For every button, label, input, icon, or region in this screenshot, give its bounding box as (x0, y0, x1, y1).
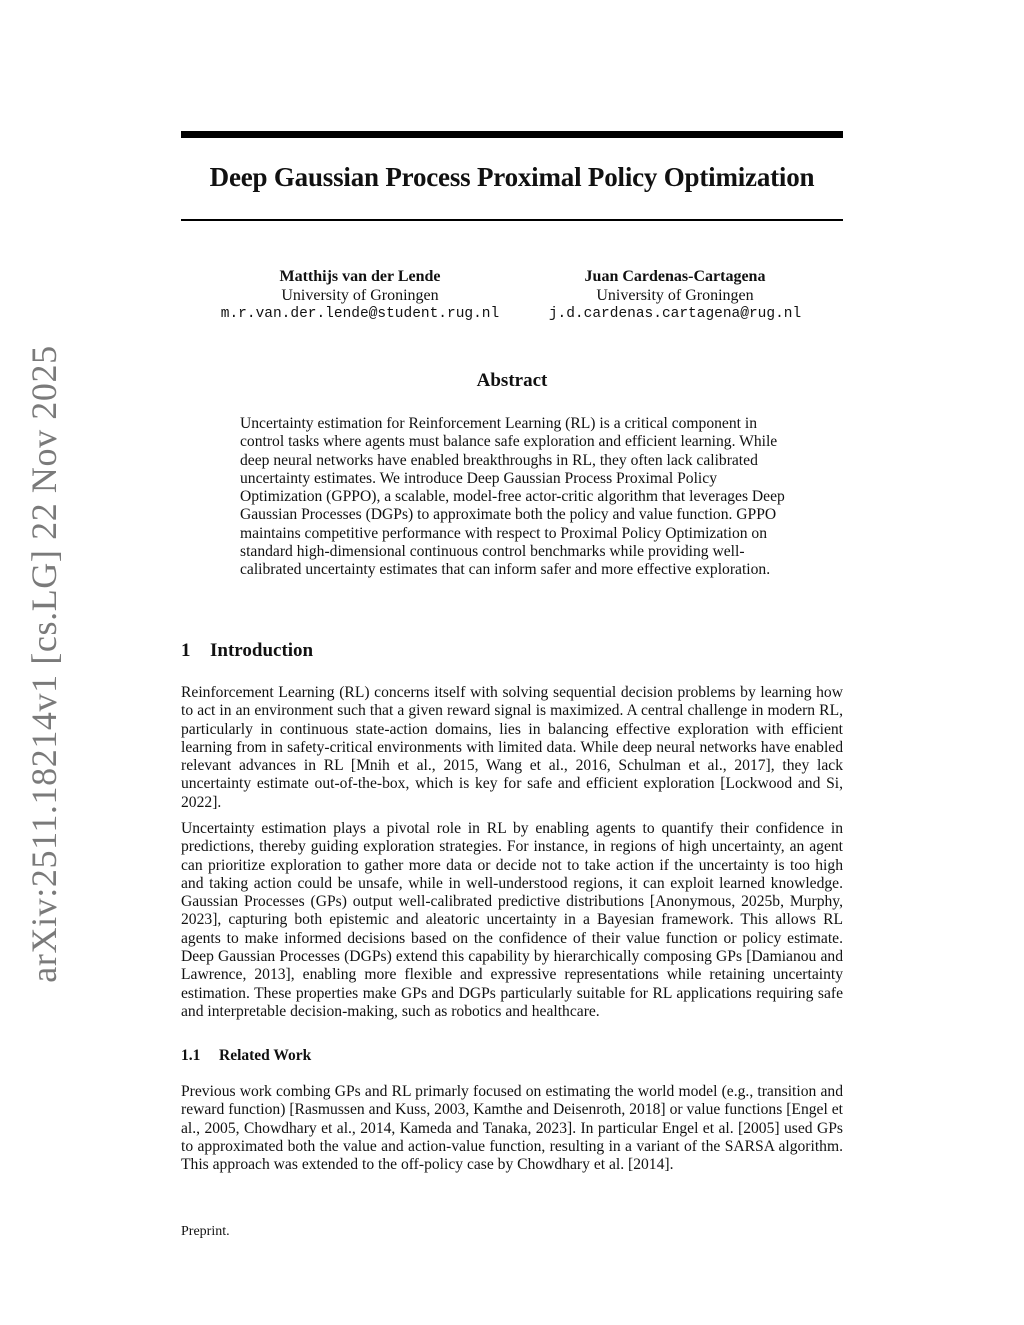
intro-paragraph-2: Uncertainty estimation plays a pivotal role in RL by enabling agents to quantify their confidence in predictions, thereby guiding exploration strategies. For instance, in regions of high uncertainty, an agent can prioritize exploration to gather more data or decide not to take action if the uncertainty is too high and taking action could be unsafe, while in well-understood regions, it can exploit learned knowledge. Gaussian Processes (GPs) output well-calibrated predictive distributions [Anonymous, 2025b, Murphy, 2023], capturing both epistemic and aleatoric uncertainty in a Bayesian framework. This allows RL agents to make informed decisions based on the confidence of their value function or policy estimate. Deep Gaussian Processes (DGPs) extend this capability by hierarchically composing GPs [Damianou and Lawrence, 2013], enabling more flexible and expressive representations while retaining uncertainty estimation. These properties make GPs and DGPs particularly suitable for RL applications requiring safe and interpretable decision-making, such as robotics and healthcare. (181, 820, 843, 1020)
author-name: Matthijs van der Lende (279, 268, 441, 285)
title-top-rule (181, 131, 843, 138)
author-block-1 (195, 267, 525, 324)
author-name: Juan Cardenas-Cartagena (584, 268, 766, 285)
subsection-heading-related-work (181, 1047, 311, 1065)
subsection-number: 1.1 (181, 1047, 201, 1064)
intro-paragraph-1: Reinforcement Learning (RL) concerns itself with solving sequential decision problems by learning how to act in an environment such that a given reward signal is maximized. A central challenge in modern RL, particularly in continuous state-action domains, lies in balancing effective exploration with efficient learning from in safety-critical environments with limited data. While deep neural networks have enabled relevant advances in RL [Mnih et al., 2015, Wang et al., 2016, Schulman et al., 2017], they lack uncertainty estimate out-of-the-box, which is key for safe and efficient exploration [Lockwood and Si, 2022]. (181, 684, 843, 811)
arxiv-stamp: arXiv:2511.18214v1 [cs.LG] 22 Nov 2025 (24, 345, 64, 983)
related-work-paragraph: Previous work combing GPs and RL primarly focused on estimating the world model (e.g., transition and reward function) [Rasmussen and Kuss, 2003, Kamthe and Deisenroth, 2018] or value functions [Engel et al., 2005, Chowdhary et al., 2014, Kameda and Tanaka, 2023]. In particular Engel et al. [2005] used GPs to approximated both the value and action-value function, resulting in a variant of the SARSA algorithm. This approach was extended to the off-policy case by Chowdhary et al. [2014]. (181, 1083, 843, 1174)
title-bottom-rule (181, 219, 843, 221)
abstract-heading: Abstract (476, 370, 548, 391)
author-email: m.r.van.der.lende@student.rug.nl (220, 306, 500, 322)
author-block-2 (510, 267, 840, 324)
footer-note: Preprint. (181, 1224, 230, 1239)
section-title: Introduction (210, 640, 314, 661)
paper-title: Deep Gaussian Process Proximal Policy Optimization (209, 162, 815, 192)
author-email: j.d.cardenas.cartagena@rug.nl (548, 306, 802, 322)
author-affiliation: University of Groningen (281, 287, 439, 304)
section-number: 1 (181, 640, 191, 661)
author-affiliation: University of Groningen (596, 287, 754, 304)
section-heading-introduction (181, 640, 313, 662)
subsection-title: Related Work (219, 1047, 312, 1064)
abstract-text: Uncertainty estimation for Reinforcement Learning (RL) is a critical component in control tasks where agents must balance safe exploration and efficient learning. While deep neural networks have enabled breakthroughs in RL, they often lack calibrated uncertainty estimates. We introduce Deep Gaussian Process Proximal Policy Optimization (GPPO), a scalable, model-free actor-critic algorithm that leverages Deep Gaussian Processes (DGPs) to approximate both the policy and value function. GPPO maintains competitive performance with respect to Proximal Policy Optimization on standard high-dimensional continuous control benchmarks while providing well-calibrated uncertainty estimates that can inform safer and more effective exploration. (240, 415, 785, 579)
